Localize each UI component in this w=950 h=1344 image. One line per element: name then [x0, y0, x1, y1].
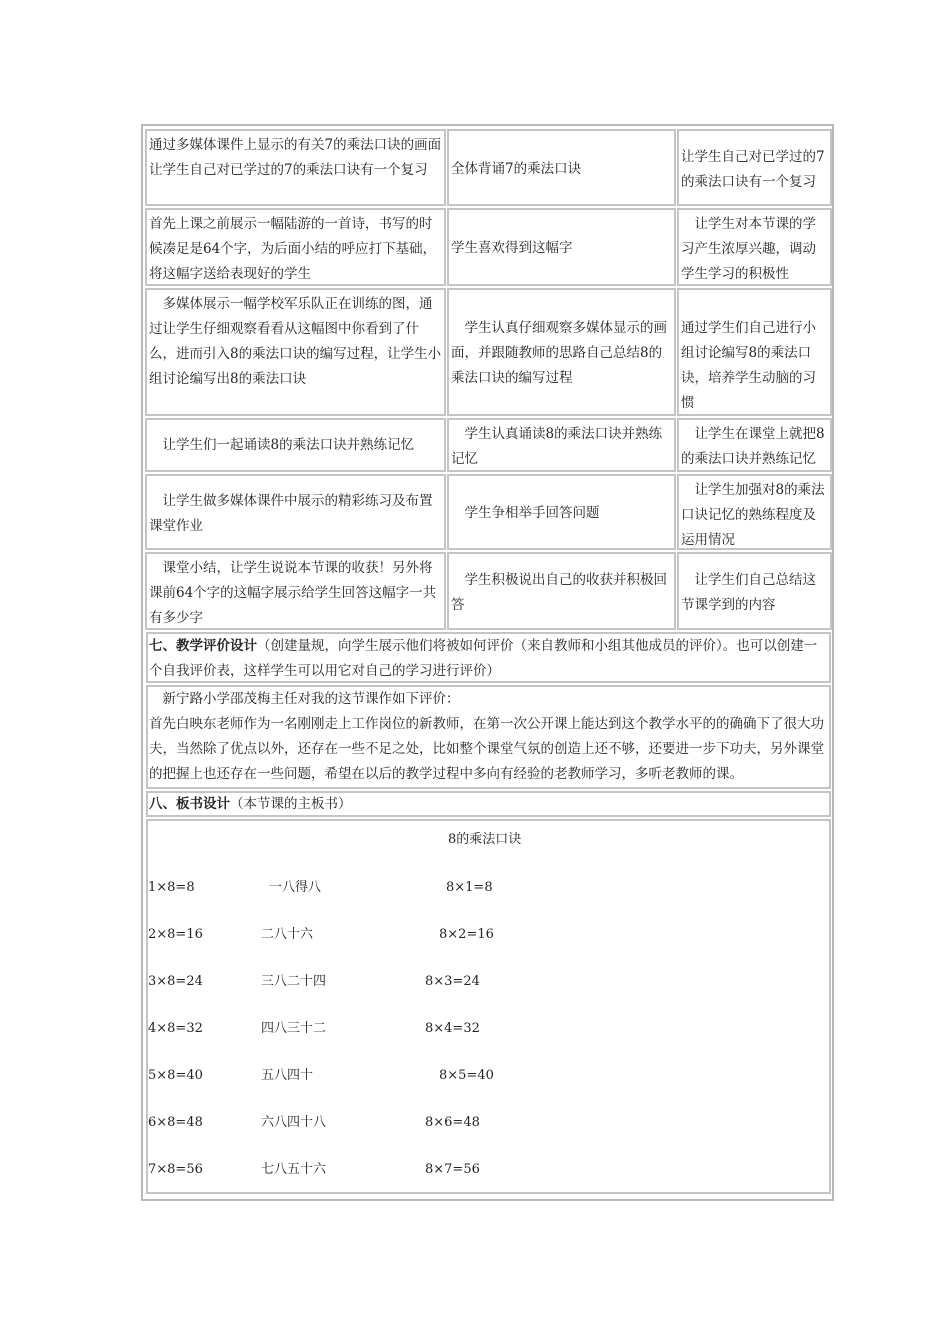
table-row — [677, 474, 832, 550]
board-equation: 3×8=24 — [148, 974, 203, 989]
board-rhyme: 三八二十四 — [261, 974, 327, 989]
board-equation: 1×8=8 — [148, 880, 195, 895]
evaluation-block — [146, 685, 831, 789]
board-equation: 8×1=8 — [446, 880, 493, 895]
board-equation: 6×8=48 — [148, 1115, 203, 1130]
board-equation: 8×5=40 — [439, 1068, 494, 1083]
board-rhyme: 七八五十六 — [261, 1162, 327, 1177]
student-activity: 学生积极说出自己的收获并积极回答 — [451, 572, 667, 613]
evaluation-intro: 新宁路小学邵茂梅主任对我的这节课作如下评价： — [149, 691, 460, 707]
board-rhyme: 六八四十八 — [261, 1115, 327, 1130]
student-activity: 学生喜欢得到这幅字 — [451, 240, 573, 256]
design-intent: 让学生加强对8的乘法口诀记忆的熟练程度及运用情况 — [681, 482, 825, 548]
table-row — [447, 288, 676, 416]
section-note: （本节课的主板书） — [230, 796, 352, 812]
student-activity: 学生认真仔细观察多媒体显示的画面，并跟随教师的思路自己总结8的乘法口诀的编写过程 — [451, 320, 667, 386]
teacher-activity: 首先上课之前展示一幅陆游的一首诗，书写的时候凑足是64个字，为后面小结的呼应打下基础，将这幅字送给表现好的学生 — [149, 216, 437, 282]
board-rhyme: 一八得八 — [269, 880, 322, 895]
board-equation: 5×8=40 — [148, 1068, 203, 1083]
table-row — [447, 552, 676, 630]
lesson-plan-table — [141, 124, 834, 1201]
board-rhyme: 四八三十二 — [261, 1021, 327, 1036]
design-intent: 让学生自己对已学过的7的乘法口诀有一个复习 — [681, 149, 825, 190]
table-row — [145, 474, 446, 550]
teacher-activity: 让学生们一起诵读8的乘法口诀并熟练记忆 — [149, 437, 415, 453]
table-row — [145, 208, 446, 286]
design-intent: 通过学生们自己进行小组讨论编写8的乘法口诀，培养学生动脑的习惯 — [681, 320, 816, 411]
evaluation-body: 首先白映东老师作为一名刚刚走上工作岗位的新教师，在第一次公开课上能达到这个教学水平的的确确下了很大功夫，当然除了优点以外，还存在一些不足之处，比如整个课堂气氛的创造上还不够，还要进一步下功夫，另外课堂的把握上也还存在一些问题，希望在以后的教学过程中多向有经验的老教师学习，多听老教师的课。 — [149, 716, 824, 782]
board-title: 8的乘法口诀 — [448, 832, 522, 847]
board-rhyme: 五八四十 — [261, 1068, 314, 1083]
board-equation: 8×4=32 — [425, 1021, 480, 1036]
student-activity: 学生认真诵读8的乘法口诀并熟练记忆 — [451, 426, 663, 467]
section-7-heading — [146, 632, 831, 683]
board-equation: 4×8=32 — [148, 1021, 203, 1036]
design-intent: 让学生们自己总结这节课学到的内容 — [681, 572, 816, 613]
table-row — [677, 208, 832, 286]
section-title: 八、板书设计 — [149, 796, 230, 812]
student-activity: 学生争相举手回答问题 — [451, 505, 600, 521]
table-row — [677, 129, 832, 206]
board-rhyme: 二八十六 — [261, 927, 314, 942]
teacher-activity: 多媒体展示一幅学校军乐队正在训练的图，通过让学生仔细观察看看从这幅图中你看到了什么，进而引入8的乘法口诀的编写过程，让学生小组讨论编写出8的乘法口诀 — [149, 296, 442, 387]
table-row — [447, 208, 676, 286]
table-row — [677, 418, 832, 472]
student-activity: 全体背诵7的乘法口诀 — [451, 161, 582, 177]
table-row — [447, 129, 676, 206]
design-intent: 让学生对本节课的学习产生浓厚兴趣，调动学生学习的积极性 — [681, 216, 816, 282]
board-equation: 2×8=16 — [148, 927, 203, 942]
table-row — [677, 288, 832, 416]
teacher-activity: 课堂小结，让学生说说本节课的收获！另外将课前64个字的这幅字展示给学生回答这幅字一共有多少字 — [149, 560, 437, 626]
board-equation: 8×2=16 — [439, 927, 494, 942]
table-row — [145, 418, 446, 472]
board-equation: 8×3=24 — [425, 974, 480, 989]
section-title: 七、教学评价设计 — [149, 638, 257, 654]
board-equation: 8×7=56 — [425, 1162, 480, 1177]
table-row — [447, 474, 676, 550]
table-row — [145, 288, 446, 416]
section-8-heading — [146, 791, 831, 817]
teacher-activity: 通过多媒体课件上显示的有关7的乘法口诀的画面让学生自己对已学过的7的乘法口诀有一个复习 — [149, 137, 442, 178]
design-intent: 让学生在课堂上就把8的乘法口诀并熟练记忆 — [681, 426, 825, 467]
table-row — [447, 418, 676, 472]
board-equation: 7×8=56 — [148, 1162, 203, 1177]
table-row — [145, 129, 446, 206]
table-row — [677, 552, 832, 630]
board-equation: 8×6=48 — [425, 1115, 480, 1130]
section-note: （创建量规，向学生展示他们将被如何评价（来自教师和小组其他成员的评价）。也可以创建一个自我评价表，这样学生可以用它对自己的学习进行评价） — [149, 638, 818, 679]
teacher-activity: 让学生做多媒体课件中展示的精彩练习及布置课堂作业 — [149, 493, 433, 534]
blackboard-design — [146, 819, 831, 1194]
table-row — [145, 552, 446, 630]
